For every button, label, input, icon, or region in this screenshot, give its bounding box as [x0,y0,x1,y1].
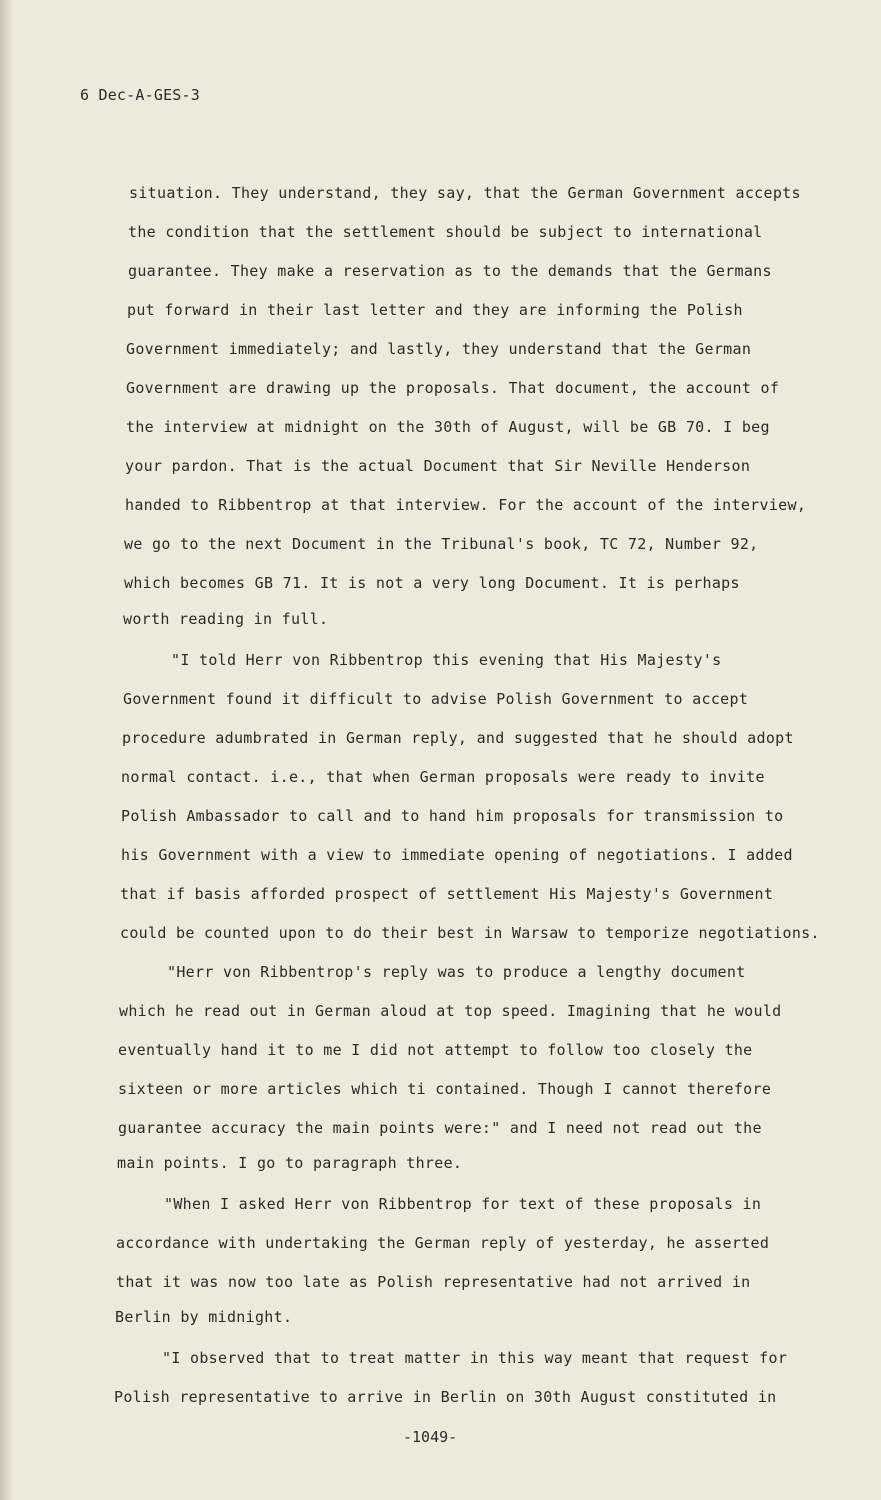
text-line: worth reading in full. [123,610,329,628]
text-line: Polish Ambassador to call and to hand him proposals for transmission to [121,807,784,825]
text-line: the condition that the settlement should be subject to international [128,223,763,241]
text-line: guarantee accuracy the main points were:" and I need not read out the [118,1119,762,1137]
text-line: Government are drawing up the proposals. That document, the account of [126,379,780,397]
text-line: handed to Ribbentrop at that interview. For the account of the interview, [125,496,807,514]
text-line: "Herr von Ribbentrop's reply was to produce a lengthy document [167,963,746,981]
text-line: "I observed that to treat matter in this way meant that request for [162,1349,788,1367]
text-line: Government immediately; and lastly, they understand that the German [126,340,752,358]
text-line: which becomes GB 71. It is not a very long Document. It is perhaps [124,574,740,592]
text-line: procedure adumbrated in German reply, and suggested that he should adopt [122,729,794,747]
text-line: put forward in their last letter and they are informing the Polish [127,301,743,319]
text-line: normal contact. i.e., that when German proposals were ready to invite [121,768,765,786]
text-line: your pardon. That is the actual Document that Sir Neville Henderson [125,457,751,475]
text-line: we go to the next Document in the Tribunal's book, TC 72, Number 92, [124,535,759,553]
page-number: -1049- [403,1428,458,1446]
document-code: 6 Dec-A-GES-3 [80,86,200,104]
text-line: "When I asked Herr von Ribbentrop for text of these proposals in [164,1195,762,1213]
text-line: that it was now too late as Polish representative had not arrived in [116,1273,751,1291]
text-line: Berlin by midnight. [115,1308,293,1326]
text-line: "I told Herr von Ribbentrop this evening that His Majesty's [171,651,722,669]
text-line: Polish representative to arrive in Berlin on 30th August constituted in [114,1388,777,1406]
text-line: main points. I go to paragraph three. [117,1154,463,1172]
text-line: could be counted upon to do their best in Warsaw to temporize negotiations. [120,924,820,942]
text-line: that if basis afforded prospect of settlement His Majesty's Government [120,885,774,903]
text-line: accordance with undertaking the German reply of yesterday, he asserted [116,1234,770,1252]
text-line: the interview at midnight on the 30th of August, will be GB 70. I beg [126,418,770,436]
text-line: sixteen or more articles which ti contained. Though I cannot therefore [118,1080,772,1098]
text-line: situation. They understand, they say, that the German Government accepts [129,184,801,202]
page-edge [0,0,14,1500]
text-line: his Government with a view to immediate opening of negotiations. I added [121,846,793,864]
text-line: eventually hand it to me I did not attempt to follow too closely the [118,1041,753,1059]
text-line: which he read out in German aloud at top speed. Imagining that he would [119,1002,782,1020]
text-line: guarantee. They make a reservation as to the demands that the Germans [128,262,772,280]
text-line: Government found it difficult to advise Polish Government to accept [123,690,749,708]
